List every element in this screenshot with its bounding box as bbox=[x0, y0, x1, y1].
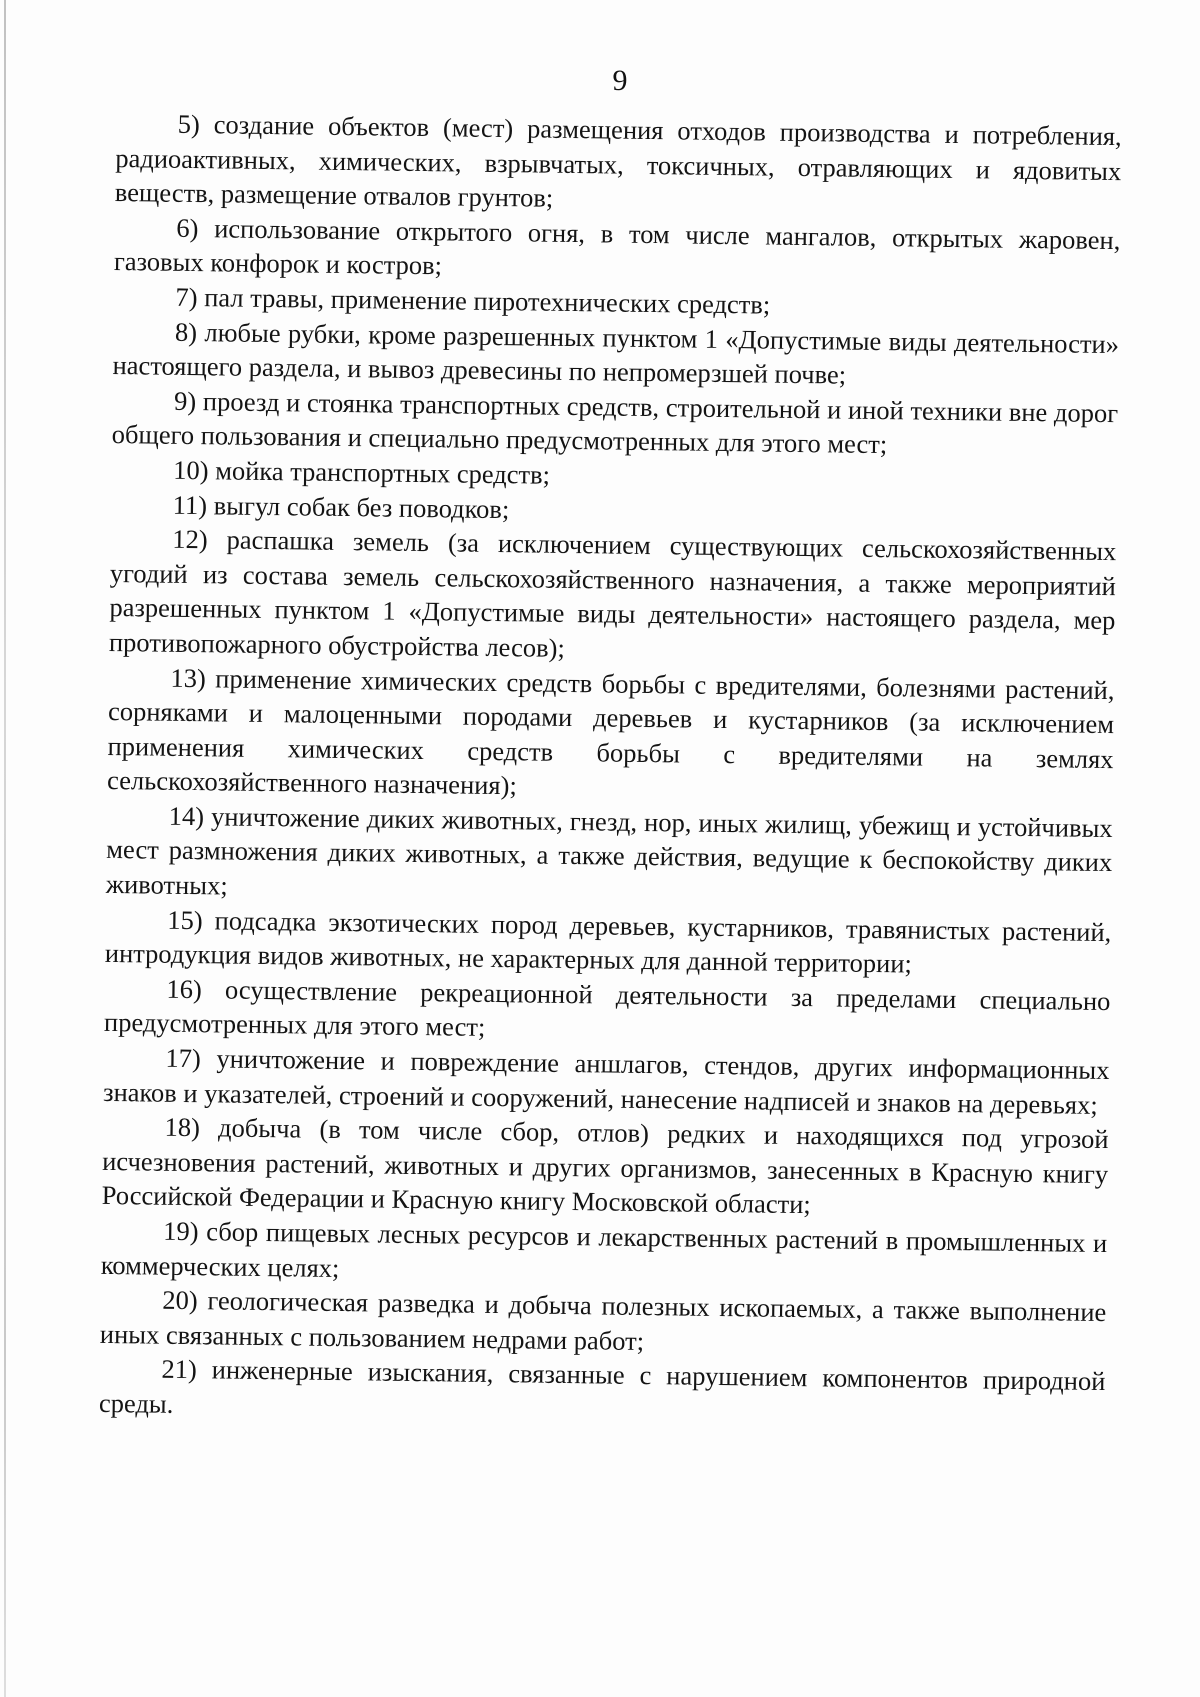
list-item-16: 16) осуществление рекреационной деятельности за пределами специально предусмотренных для этого мест; bbox=[103, 973, 1111, 1043]
scan-edge-line bbox=[4, 0, 6, 1697]
list-item-10: 10) мойка транспортных средств; bbox=[173, 454, 551, 490]
list-item-13: 13) применение химических средств борьбы с вредителями, болезнями растений, сорняками и малоценными породами деревьев и кустарников (за исключением применения химических средств борьбы с вредителями на землях сельскохозяйственного назначения); bbox=[106, 662, 1115, 801]
list-item-8: 8) любые рубки, кроме разрешенных пунктом 1 «Допустимые виды деятельности» настоящего раздела, и вывоз древесины по непромерзшей почве; bbox=[112, 316, 1120, 390]
list-item-7: 7) пал травы, применение пиротехнических средств; bbox=[175, 281, 771, 320]
list-item-17: 17) уничтожение и повреждение аншлагов, стендов, других информационных знаков и указателей, строений и сооружений, нанесение надписей и знаков на деревьях; bbox=[102, 1042, 1110, 1120]
list-item-19: 19) сбор пищевых лесных ресурсов и лекарственных растений в промышленных и коммерческих целях; bbox=[100, 1215, 1108, 1283]
prohibited-activities-list bbox=[99, 106, 1122, 1434]
list-item-5: 5) создание объектов (мест) размещения отходов производства и потребления, радиоактивных, химических, взрывчатых, токсичных, отравляющих и ядовитых веществ, размещение отвалов грунтов; bbox=[114, 108, 1122, 213]
list-item-11: 11) выгул собак без поводков; bbox=[172, 489, 510, 524]
list-item-18: 18) добыча (в том числе сбор, отлов) редких и находящихся под угрозой исчезновения растений, животных и других организмов, занесенных в Красную книгу Российской Федерации и Красную книгу Московской области; bbox=[101, 1111, 1109, 1220]
list-item-21: 21) инженерные изыскания, связанные с нарушением компонентов природной среды. bbox=[98, 1354, 1106, 1419]
list-item-6: 6) использование открытого огня, в том числе мангалов, открытых жаровен, газовых конфорок и костров; bbox=[113, 212, 1121, 281]
list-item-12: 12) распашка земель (за исключением существующих сельскохозяйственных угодий из состава земель сельскохозяйственного назначения, а также мероприятий разрешенных пунктом 1 «Допустимые виды деятельности» настоящего раздела, мер противопожарного обустройства лесов); bbox=[108, 523, 1117, 663]
list-item-9: 9) проезд и стоянка транспортных средств, строительной и иной техники вне дорог общего пользования и специально предусмотренных для этого мест; bbox=[111, 385, 1119, 460]
page-number: 9 bbox=[612, 64, 628, 97]
list-item-20: 20) геологическая разведка и добыча полезных ископаемых, а также выполнение иных связанных с пользованием недрами работ; bbox=[99, 1284, 1107, 1356]
list-item-15: 15) подсадка экзотических пород деревьев, кустарников, травянистых растений, интродукция видов животных, не характерных для данной территории; bbox=[104, 904, 1112, 979]
list-item-14: 14) уничтожение диких животных, гнезд, нор, иных жилищ, убежищ и устойчивых мест размножения диких животных, а также действия, ведущие к беспокойству диких животных; bbox=[105, 800, 1113, 901]
